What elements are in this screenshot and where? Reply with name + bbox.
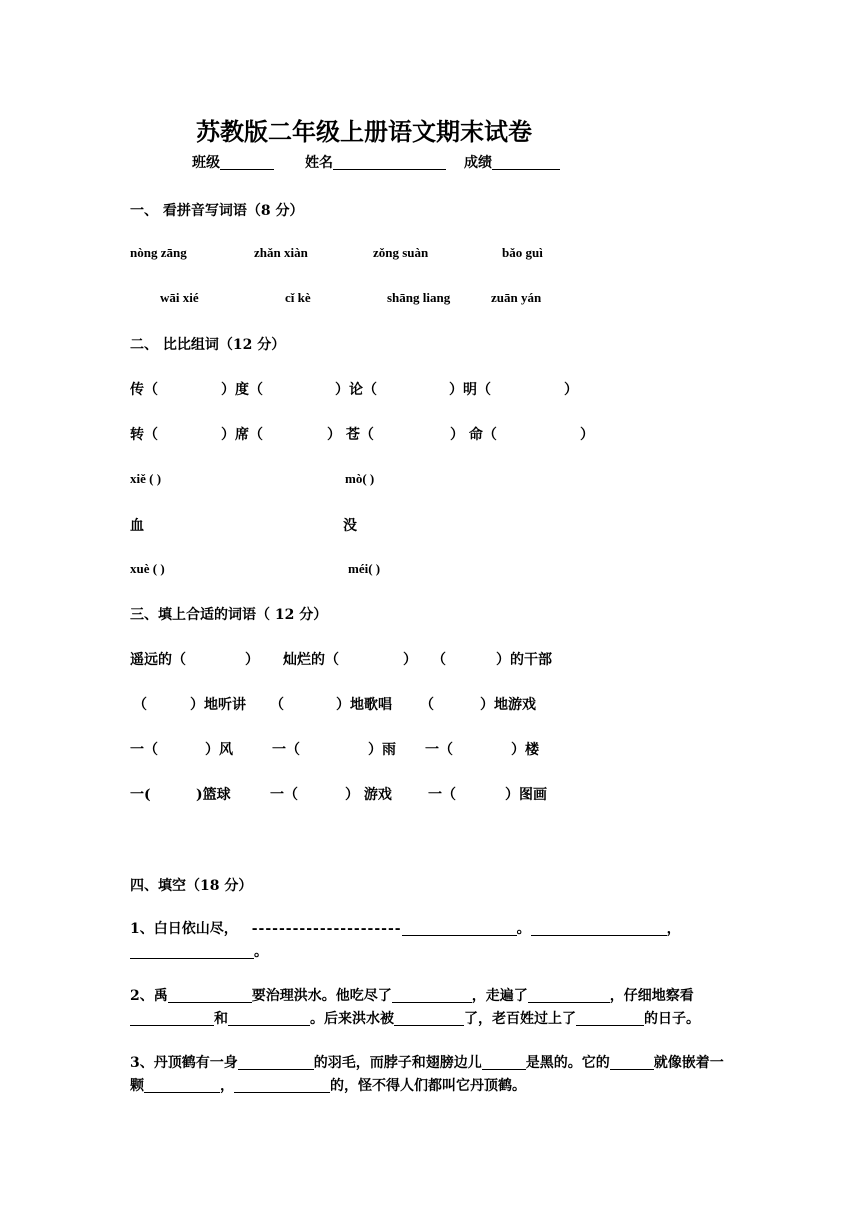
q2-text: 了，老百姓过上了	[464, 1011, 576, 1027]
word-item: （	[420, 697, 434, 713]
word-item: 灿烂的（	[283, 652, 339, 668]
q2-text: 的日子。	[644, 1011, 700, 1027]
page-title: 苏教版二年级上册语文期末试卷	[196, 117, 532, 146]
q1-text: 。	[516, 921, 531, 937]
word-item: 传（	[130, 382, 158, 398]
word-item: 一（	[270, 787, 298, 803]
class-label: 班级	[192, 155, 220, 171]
pinyin-item: bǎo guì	[502, 245, 543, 260]
word-item: ）地歌唱	[336, 697, 392, 713]
q3-blank-1[interactable]	[238, 1054, 314, 1070]
section1-heading: 一、 看拼音写词语（8 分）	[130, 203, 304, 219]
word-item: 一（	[428, 787, 456, 803]
class-blank[interactable]	[220, 155, 274, 170]
question-3	[130, 1052, 734, 1098]
pinyin-item: zǒng suàn	[373, 245, 429, 260]
q2-text: 2、禹	[130, 988, 168, 1004]
word-item: （	[133, 697, 147, 713]
word-item: ）地游戏	[480, 697, 536, 713]
word-item: ）地听讲	[190, 697, 246, 713]
word-item: )篮球	[196, 787, 231, 803]
word-item: 遥远的（	[130, 652, 186, 668]
word-item: ）度（	[221, 382, 263, 398]
word-item: ）论（	[335, 382, 377, 398]
pinyin-item: zhǎn xiàn	[254, 245, 308, 260]
mo-blank: mò( )	[345, 471, 375, 486]
xie-blank: xiě ( )	[130, 471, 162, 486]
score-field	[464, 152, 560, 172]
q3-text: ，	[220, 1078, 234, 1094]
q3-text: 的，怪不得人们都叫它丹顶鹤。	[330, 1078, 526, 1094]
q2-blank-4[interactable]	[130, 1010, 214, 1026]
word-item: ） 命（	[450, 427, 497, 443]
pinyin-item: zuān yán	[491, 290, 542, 305]
q3-blank-3[interactable]	[610, 1054, 654, 1070]
q2-text: ，仔细地察看	[609, 988, 694, 1004]
word-item: ）明（	[449, 382, 491, 398]
q1-blank-3[interactable]	[130, 943, 254, 959]
q2-text: 和	[214, 1011, 228, 1027]
word-item: 转（	[130, 427, 158, 443]
word-item: 一(	[130, 787, 151, 803]
word-item: ）图画	[505, 787, 547, 803]
pinyin-item: wāi xié	[160, 290, 199, 305]
section2-heading: 二、 比比组词（12 分）	[130, 337, 286, 353]
q1-text: 1、白日依山尽，	[130, 921, 238, 937]
q2-blank-2[interactable]	[392, 987, 472, 1003]
q3-text: 就像嵌着一颗	[130, 1055, 724, 1094]
word-item: ）楼	[511, 742, 539, 758]
pinyin-item: shāng liang	[387, 290, 451, 305]
q2-text: 。后来洪水被	[310, 1011, 394, 1027]
q3-blank-5[interactable]	[234, 1077, 330, 1093]
word-item: ）雨	[368, 742, 396, 758]
q3-blank-2[interactable]	[482, 1054, 526, 1070]
question-1	[130, 918, 734, 964]
xue-blank: xuè ( )	[130, 561, 165, 576]
mei-char: 没	[343, 518, 357, 534]
q1-dashes: ----------------------	[251, 921, 402, 937]
section4-heading: 四、填空（18 分）	[130, 878, 253, 894]
q1-text: 。	[254, 944, 268, 960]
word-item: ）席（	[221, 427, 263, 443]
q2-blank-5[interactable]	[228, 1010, 310, 1026]
word-item: 一（	[425, 742, 453, 758]
section3-heading: 三、填上合适的词语（ 12 分）	[130, 607, 328, 623]
word-item: ）	[403, 652, 417, 668]
word-item: （	[270, 697, 284, 713]
score-blank[interactable]	[492, 155, 560, 170]
word-item: ） 苍（	[327, 427, 374, 443]
q2-blank-3[interactable]	[528, 987, 610, 1003]
word-item: 一（	[272, 742, 300, 758]
q2-blank-6[interactable]	[394, 1010, 464, 1026]
word-item: ） 游戏	[345, 787, 392, 803]
q1-blank-1[interactable]	[402, 920, 517, 936]
q2-text: 要治理洪水。他吃尽了	[251, 988, 392, 1004]
xue-char: 血	[130, 518, 144, 534]
word-item: ）	[245, 652, 259, 668]
word-item: ）	[580, 427, 594, 443]
q3-text: 的羽毛，而脖子和翅膀边儿	[313, 1055, 482, 1071]
q1-blank-2[interactable]	[531, 920, 667, 936]
q3-text: 是黑的。它的	[525, 1055, 610, 1071]
word-item: （	[432, 652, 446, 668]
q1-text: ，	[666, 921, 681, 937]
question-2	[130, 985, 734, 1031]
word-item: 一（	[130, 742, 158, 758]
name-label: 姓名	[305, 155, 333, 171]
pinyin-item: nòng zāng	[130, 245, 187, 260]
q2-text: ，走遍了	[471, 988, 528, 1004]
score-label: 成绩	[464, 155, 492, 171]
name-field	[305, 152, 446, 172]
q3-text: 3、丹顶鹤有一身	[130, 1055, 238, 1071]
word-item: ）风	[205, 742, 233, 758]
word-item: ）	[564, 382, 578, 398]
mei-blank: méi( )	[348, 561, 381, 576]
q3-blank-4[interactable]	[144, 1077, 220, 1093]
class-field	[192, 152, 274, 172]
q2-blank-1[interactable]	[168, 987, 252, 1003]
word-item: ）的干部	[496, 652, 552, 668]
pinyin-item: cǐ kè	[285, 290, 311, 305]
name-blank[interactable]	[333, 155, 446, 170]
q2-blank-7[interactable]	[576, 1010, 644, 1026]
